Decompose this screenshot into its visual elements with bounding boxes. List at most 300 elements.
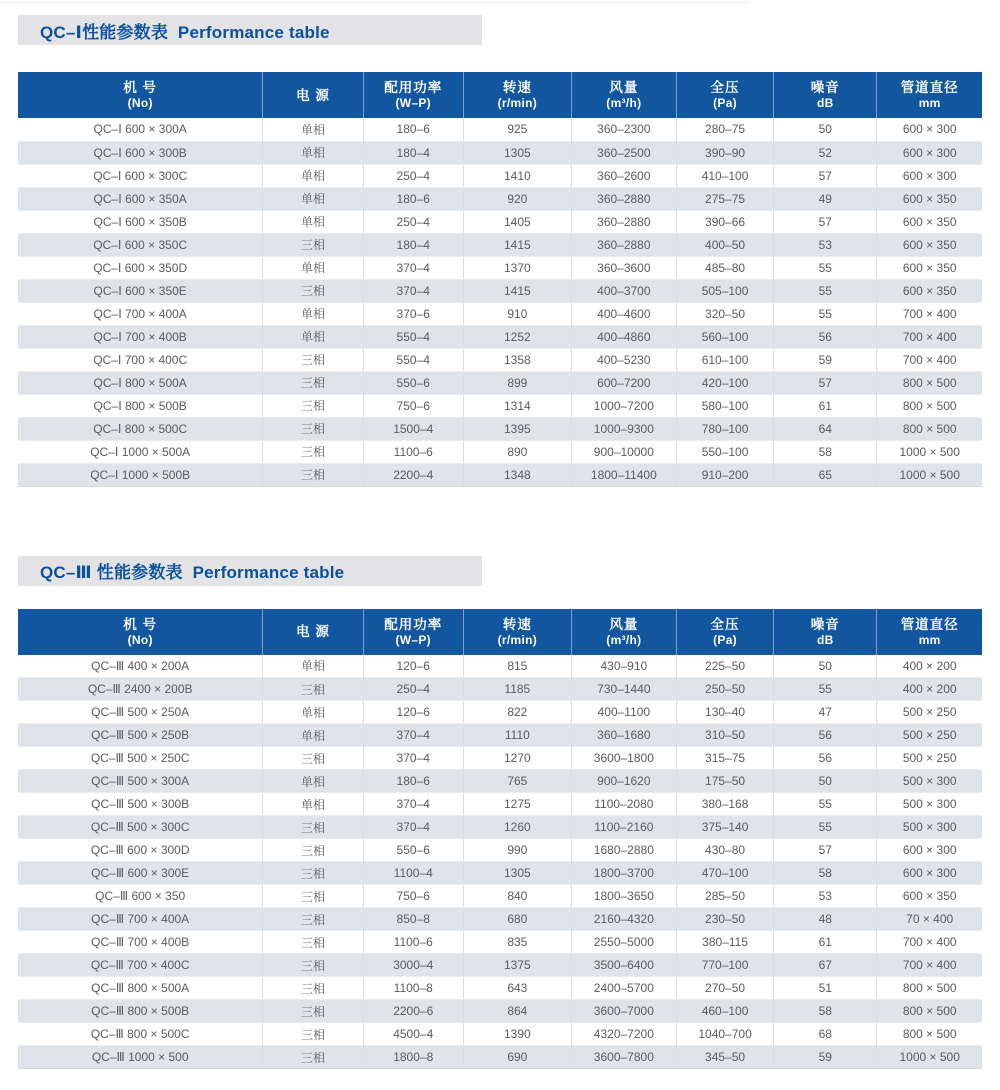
table-cell: 250–4 — [363, 678, 463, 701]
table-cell: 180–6 — [363, 118, 463, 141]
table-cell: 990 — [463, 839, 571, 862]
table-cell: 225–50 — [676, 655, 773, 678]
table-cell: 1314 — [463, 394, 571, 417]
table-cell: 47 — [774, 701, 877, 724]
table-cell: 三相 — [263, 862, 363, 885]
table-row — [18, 463, 982, 486]
table-cell: 370–4 — [363, 724, 463, 747]
table-row — [18, 862, 982, 885]
table-cell: 三相 — [263, 885, 363, 908]
table-cell: 320–50 — [676, 302, 773, 325]
table-cell: 410–100 — [676, 164, 773, 187]
table-row — [18, 164, 982, 187]
column-header — [877, 72, 982, 118]
table-cell: 485–80 — [676, 256, 773, 279]
table-row — [18, 1000, 982, 1023]
column-header-sub-label: (m³/h) — [606, 96, 642, 110]
table-row — [18, 394, 982, 417]
table-cell: 910–200 — [676, 463, 773, 486]
table-cell: 57 — [774, 371, 877, 394]
column-header-label: 噪音 — [810, 80, 840, 95]
table-cell: QC–Ⅰ 1000 × 500B — [18, 463, 263, 486]
table-cell: QC–Ⅰ 600 × 350C — [18, 233, 263, 256]
top-hairline — [0, 2, 750, 3]
table-cell: 400 × 200 — [877, 655, 982, 678]
table-cell: 120–6 — [363, 655, 463, 678]
table-cell: QC–Ⅰ 700 × 400B — [18, 325, 263, 348]
table-cell: QC–Ⅰ 600 × 300C — [18, 164, 263, 187]
table-cell: 1100–6 — [363, 440, 463, 463]
table-cell: 1100–2080 — [571, 793, 676, 816]
column-header-sub-label: (No) — [127, 96, 153, 110]
table-cell: QC–Ⅲ 600 × 350 — [18, 885, 263, 908]
column-header-sub-label: (Pa) — [713, 632, 737, 647]
column-header-label: 配用功率 — [384, 616, 443, 632]
table-cell: 850–8 — [363, 908, 463, 931]
table-cell: 500 × 300 — [877, 816, 982, 839]
table-row — [18, 816, 982, 839]
column-header-label: 配用功率 — [384, 80, 443, 95]
table-cell: QC–Ⅲ 700 × 400A — [18, 908, 263, 931]
column-header — [18, 609, 263, 655]
table-cell: QC–Ⅲ 500 × 300B — [18, 793, 263, 816]
table-cell: 250–50 — [676, 678, 773, 701]
table-cell: 370–4 — [363, 793, 463, 816]
table-cell: 360–1680 — [571, 724, 676, 747]
column-header — [263, 609, 363, 655]
column-header — [363, 72, 463, 118]
table-cell: 53 — [774, 885, 877, 908]
table-cell: 3000–4 — [363, 954, 463, 977]
table-cell: 55 — [774, 256, 877, 279]
column-header — [463, 72, 571, 118]
table-cell: 250–4 — [363, 164, 463, 187]
table-cell: 65 — [774, 463, 877, 486]
table-cell: 1680–2880 — [571, 839, 676, 862]
table-cell: QC–Ⅲ 800 × 500C — [18, 1023, 263, 1046]
table-cell: 550–100 — [676, 440, 773, 463]
section-title-qc3: QC–Ⅲ 性能参数表 Performance table — [40, 563, 345, 582]
table-cell: 1040–700 — [676, 1023, 773, 1046]
table-cell: 610–100 — [676, 348, 773, 371]
table-cell: 780–100 — [676, 417, 773, 440]
column-header-label: 噪音 — [810, 616, 840, 632]
column-header-label: 电 源 — [296, 87, 330, 103]
table-cell: 925 — [463, 118, 571, 141]
table-row — [18, 885, 982, 908]
table-cell: QC–Ⅲ 500 × 250A — [18, 701, 263, 724]
column-header-sub-label: (r/min) — [497, 96, 538, 110]
column-header — [18, 72, 263, 118]
table-cell: 57 — [774, 839, 877, 862]
table-cell: 800 × 500 — [877, 1023, 982, 1046]
table-cell: 57 — [774, 210, 877, 233]
table-cell: 58 — [774, 862, 877, 885]
table-cell: 4500–4 — [363, 1023, 463, 1046]
table-cell: 1305 — [463, 141, 571, 164]
table-cell: 700 × 400 — [877, 348, 982, 371]
table-cell: 600 × 350 — [877, 256, 982, 279]
table-cell: 1358 — [463, 348, 571, 371]
table-cell: 1270 — [463, 747, 571, 770]
table-row — [18, 348, 982, 371]
table-cell: 1500–4 — [363, 417, 463, 440]
table-cell: 三相 — [263, 977, 363, 1000]
table-cell: 2160–4320 — [571, 908, 676, 931]
table-cell: 580–100 — [676, 394, 773, 417]
table-cell: 600 × 350 — [877, 210, 982, 233]
column-header-label: 机 号 — [123, 80, 158, 95]
table-cell: 550–6 — [363, 371, 463, 394]
table-cell: 59 — [774, 348, 877, 371]
table-cell: 180–6 — [363, 187, 463, 210]
table-cell: 500 × 250 — [877, 701, 982, 724]
table-cell: 400–5230 — [571, 348, 676, 371]
table-cell: 390–66 — [676, 210, 773, 233]
table-cell: 50 — [774, 655, 877, 678]
column-header-sub-label: mm — [918, 96, 941, 110]
table-cell: QC–Ⅰ 600 × 300A — [18, 118, 263, 141]
table-cell: 三相 — [263, 839, 363, 862]
table-cell: 765 — [463, 770, 571, 793]
table-cell: 680 — [463, 908, 571, 931]
table-cell: QC–Ⅰ 600 × 350E — [18, 279, 263, 302]
table-cell: 864 — [463, 1000, 571, 1023]
table-row — [18, 141, 982, 164]
table-row — [18, 747, 982, 770]
table-cell: 51 — [774, 977, 877, 1000]
performance-table-qc3 — [18, 609, 982, 1070]
table-cell: 1390 — [463, 1023, 571, 1046]
table-cell: 600 × 300 — [877, 862, 982, 885]
table-cell: 600 × 300 — [877, 141, 982, 164]
column-header — [363, 609, 463, 655]
table-cell: 1800–11400 — [571, 463, 676, 486]
table-cell: 三相 — [263, 233, 363, 256]
table-row — [18, 954, 982, 977]
section-qc1 — [0, 15, 1000, 487]
table-row — [18, 678, 982, 701]
table-cell: 70 × 400 — [877, 908, 982, 931]
table-cell: 1185 — [463, 678, 571, 701]
table-cell: QC–Ⅲ 800 × 500A — [18, 977, 263, 1000]
table-cell: 1800–3700 — [571, 862, 676, 885]
table-cell: 375–140 — [676, 816, 773, 839]
table-cell: 370–4 — [363, 256, 463, 279]
table-cell: QC–Ⅲ 500 × 250C — [18, 747, 263, 770]
table-cell: 500 × 300 — [877, 770, 982, 793]
table-cell: QC–Ⅲ 600 × 300E — [18, 862, 263, 885]
table-cell: 360–2880 — [571, 210, 676, 233]
table-cell: 360–2300 — [571, 118, 676, 141]
table-cell: QC–Ⅲ 400 × 200A — [18, 655, 263, 678]
table-cell: 400–1100 — [571, 701, 676, 724]
table-cell: 1100–8 — [363, 977, 463, 1000]
section-qc3 — [0, 556, 1000, 1070]
column-header — [774, 609, 877, 655]
table-cell: QC–Ⅲ 700 × 400C — [18, 954, 263, 977]
table-cell: 370–6 — [363, 302, 463, 325]
table-cell: 56 — [774, 724, 877, 747]
table-cell: 1100–6 — [363, 931, 463, 954]
table-cell: 500 × 250 — [877, 724, 982, 747]
column-header-sub-label: (No) — [127, 632, 153, 647]
table-cell: 1252 — [463, 325, 571, 348]
table-cell: 360–2500 — [571, 141, 676, 164]
table-cell: 1415 — [463, 233, 571, 256]
table-cell: 600 × 300 — [877, 164, 982, 187]
table-cell: 815 — [463, 655, 571, 678]
table-cell: 67 — [774, 954, 877, 977]
table-cell: 400–4860 — [571, 325, 676, 348]
column-header — [463, 609, 571, 655]
table-cell: 68 — [774, 1023, 877, 1046]
table-cell: 1000 × 500 — [877, 440, 982, 463]
table-cell: 900–10000 — [571, 440, 676, 463]
table-cell: 55 — [774, 302, 877, 325]
table-cell: 三相 — [263, 1000, 363, 1023]
table-cell: 52 — [774, 141, 877, 164]
table-row — [18, 233, 982, 256]
table-cell: 800 × 500 — [877, 1000, 982, 1023]
table-cell: 315–75 — [676, 747, 773, 770]
table-cell: 单相 — [263, 770, 363, 793]
table-cell: 770–100 — [676, 954, 773, 977]
column-header-label: 转速 — [502, 616, 532, 632]
table-cell: 1000–9300 — [571, 417, 676, 440]
performance-table-qc1 — [18, 72, 982, 487]
table-cell: 690 — [463, 1046, 571, 1069]
table-cell: 500 × 250 — [877, 747, 982, 770]
table-row — [18, 839, 982, 862]
table-cell: 750–6 — [363, 394, 463, 417]
table-cell: 380–168 — [676, 793, 773, 816]
table-row — [18, 931, 982, 954]
table-cell: 56 — [774, 747, 877, 770]
table-cell: QC–Ⅰ 1000 × 500A — [18, 440, 263, 463]
table-cell: 1000–7200 — [571, 394, 676, 417]
table-cell: 700 × 400 — [877, 954, 982, 977]
table-cell: 1800–3650 — [571, 885, 676, 908]
table-cell: 3500–6400 — [571, 954, 676, 977]
table-cell: 三相 — [263, 348, 363, 371]
table-cell: QC–Ⅲ 600 × 300D — [18, 839, 263, 862]
table-cell: 800 × 500 — [877, 394, 982, 417]
column-header-sub-label: (W–P) — [395, 632, 431, 647]
table-row — [18, 908, 982, 931]
table-cell: 230–50 — [676, 908, 773, 931]
table-cell: 700 × 400 — [877, 931, 982, 954]
table-cell: 1260 — [463, 816, 571, 839]
table-cell: 1305 — [463, 862, 571, 885]
table-cell: 460–100 — [676, 1000, 773, 1023]
table-cell: 700 × 400 — [877, 325, 982, 348]
table-cell: 59 — [774, 1046, 877, 1069]
table-cell: 三相 — [263, 440, 363, 463]
table-cell: QC–Ⅰ 800 × 500B — [18, 394, 263, 417]
table-cell: 2550–5000 — [571, 931, 676, 954]
table-cell: 550–6 — [363, 839, 463, 862]
table-cell: 三相 — [263, 417, 363, 440]
table-cell: 50 — [774, 118, 877, 141]
table-cell: 600–7200 — [571, 371, 676, 394]
column-header-label: 风量 — [609, 80, 639, 95]
table-cell: 380–115 — [676, 931, 773, 954]
table-cell: 180–4 — [363, 141, 463, 164]
table-cell: 64 — [774, 417, 877, 440]
table-cell: QC–Ⅲ 2400 × 200B — [18, 678, 263, 701]
table-cell: 单相 — [263, 793, 363, 816]
table-cell: QC–Ⅰ 600 × 350D — [18, 256, 263, 279]
column-header — [676, 609, 773, 655]
table-cell: 57 — [774, 164, 877, 187]
table-cell: 920 — [463, 187, 571, 210]
table-cell: 800 × 500 — [877, 417, 982, 440]
table-cell: 1405 — [463, 210, 571, 233]
table-cell: 420–100 — [676, 371, 773, 394]
table-row — [18, 655, 982, 678]
table-cell: 840 — [463, 885, 571, 908]
title-bar-qc1 — [18, 15, 482, 45]
table-cell: 3600–7800 — [571, 1046, 676, 1069]
table-cell: 4320–7200 — [571, 1023, 676, 1046]
table-cell: 1415 — [463, 279, 571, 302]
column-header-sub-label: dB — [817, 632, 834, 647]
table-cell: 400 × 200 — [877, 678, 982, 701]
table-cell: 910 — [463, 302, 571, 325]
column-header-label: 管道直径 — [900, 80, 959, 95]
table-row — [18, 977, 982, 1000]
table-cell: 1800–8 — [363, 1046, 463, 1069]
table-row — [18, 187, 982, 210]
table-cell: 600 × 300 — [877, 839, 982, 862]
table-row — [18, 440, 982, 463]
table-cell: 250–4 — [363, 210, 463, 233]
table-row — [18, 1023, 982, 1046]
table-row — [18, 371, 982, 394]
column-header — [263, 72, 363, 118]
table-cell: 400–3700 — [571, 279, 676, 302]
table-cell: 822 — [463, 701, 571, 724]
table-cell: 三相 — [263, 747, 363, 770]
table-cell: 750–6 — [363, 885, 463, 908]
table-row — [18, 210, 982, 233]
table-cell: 899 — [463, 371, 571, 394]
column-header — [571, 609, 676, 655]
table-cell: 三相 — [263, 678, 363, 701]
table-cell: QC–Ⅰ 800 × 500A — [18, 371, 263, 394]
table-cell: 2200–6 — [363, 1000, 463, 1023]
table-row — [18, 256, 982, 279]
table-cell: 单相 — [263, 724, 363, 747]
table-cell: 1370 — [463, 256, 571, 279]
table-cell: 单相 — [263, 141, 363, 164]
table-cell: 55 — [774, 793, 877, 816]
table-cell: 360–2600 — [571, 164, 676, 187]
column-header-label: 转速 — [502, 80, 532, 95]
table-cell: 50 — [774, 770, 877, 793]
column-header-sub-label: mm — [918, 632, 941, 647]
table-cell: 600 × 350 — [877, 187, 982, 210]
table-row — [18, 1046, 982, 1069]
table-cell: 400–50 — [676, 233, 773, 256]
table-row — [18, 417, 982, 440]
table-cell: 505–100 — [676, 279, 773, 302]
column-header-sub-label: (m³/h) — [606, 632, 642, 647]
table-cell: 58 — [774, 440, 877, 463]
table-cell: 835 — [463, 931, 571, 954]
table-cell: 275–75 — [676, 187, 773, 210]
table-cell: 130–40 — [676, 701, 773, 724]
table-cell: 三相 — [263, 1023, 363, 1046]
table-cell: QC–Ⅰ 800 × 500C — [18, 417, 263, 440]
column-header-label: 全压 — [710, 616, 740, 632]
column-header — [774, 72, 877, 118]
table-cell: 370–4 — [363, 816, 463, 839]
table-cell: 280–75 — [676, 118, 773, 141]
table-cell: QC–Ⅰ 700 × 400C — [18, 348, 263, 371]
table-cell: 单相 — [263, 655, 363, 678]
table-cell: 600 × 350 — [877, 885, 982, 908]
table-cell: 600 × 350 — [877, 233, 982, 256]
table-row — [18, 770, 982, 793]
table-cell: 单相 — [263, 210, 363, 233]
table-row — [18, 118, 982, 141]
table-cell: QC–Ⅲ 1000 × 500 — [18, 1046, 263, 1069]
table-cell: 360–2880 — [571, 233, 676, 256]
column-header-sub-label: (W–P) — [395, 96, 431, 110]
table-row — [18, 325, 982, 348]
table-cell: 三相 — [263, 394, 363, 417]
table-cell: 61 — [774, 394, 877, 417]
table-cell: 800 × 500 — [877, 371, 982, 394]
table-cell: QC–Ⅰ 600 × 350A — [18, 187, 263, 210]
column-header-label: 风量 — [609, 616, 639, 632]
table-cell: 643 — [463, 977, 571, 1000]
table-cell: QC–Ⅲ 500 × 250B — [18, 724, 263, 747]
table-cell: 430–910 — [571, 655, 676, 678]
table-cell: 1000 × 500 — [877, 1046, 982, 1069]
table-cell: 1375 — [463, 954, 571, 977]
table-cell: 48 — [774, 908, 877, 931]
table-cell: 180–6 — [363, 770, 463, 793]
column-header-label: 机 号 — [123, 616, 158, 632]
table-cell: 61 — [774, 931, 877, 954]
table-cell: 三相 — [263, 954, 363, 977]
column-header — [571, 72, 676, 118]
title-bar-qc3 — [18, 556, 482, 586]
table-cell: 1100–4 — [363, 862, 463, 885]
section-title-qc1: QC–Ⅰ性能参数表 Performance table — [40, 22, 330, 42]
table-cell: 560–100 — [676, 325, 773, 348]
table-cell: 55 — [774, 279, 877, 302]
table-cell: 800 × 500 — [877, 977, 982, 1000]
table-cell: 3600–7000 — [571, 1000, 676, 1023]
table-cell: QC–Ⅰ 600 × 350B — [18, 210, 263, 233]
table-cell: 56 — [774, 325, 877, 348]
table-cell: QC–Ⅲ 700 × 400B — [18, 931, 263, 954]
table-cell: 360–3600 — [571, 256, 676, 279]
column-header — [676, 72, 773, 118]
table-cell: 2200–4 — [363, 463, 463, 486]
column-header-sub-label: (r/min) — [497, 632, 538, 647]
table-cell: 1275 — [463, 793, 571, 816]
table-cell: 550–4 — [363, 325, 463, 348]
table-cell: 430–80 — [676, 839, 773, 862]
table-cell: 890 — [463, 440, 571, 463]
table-cell: 1395 — [463, 417, 571, 440]
table-cell: 单相 — [263, 256, 363, 279]
